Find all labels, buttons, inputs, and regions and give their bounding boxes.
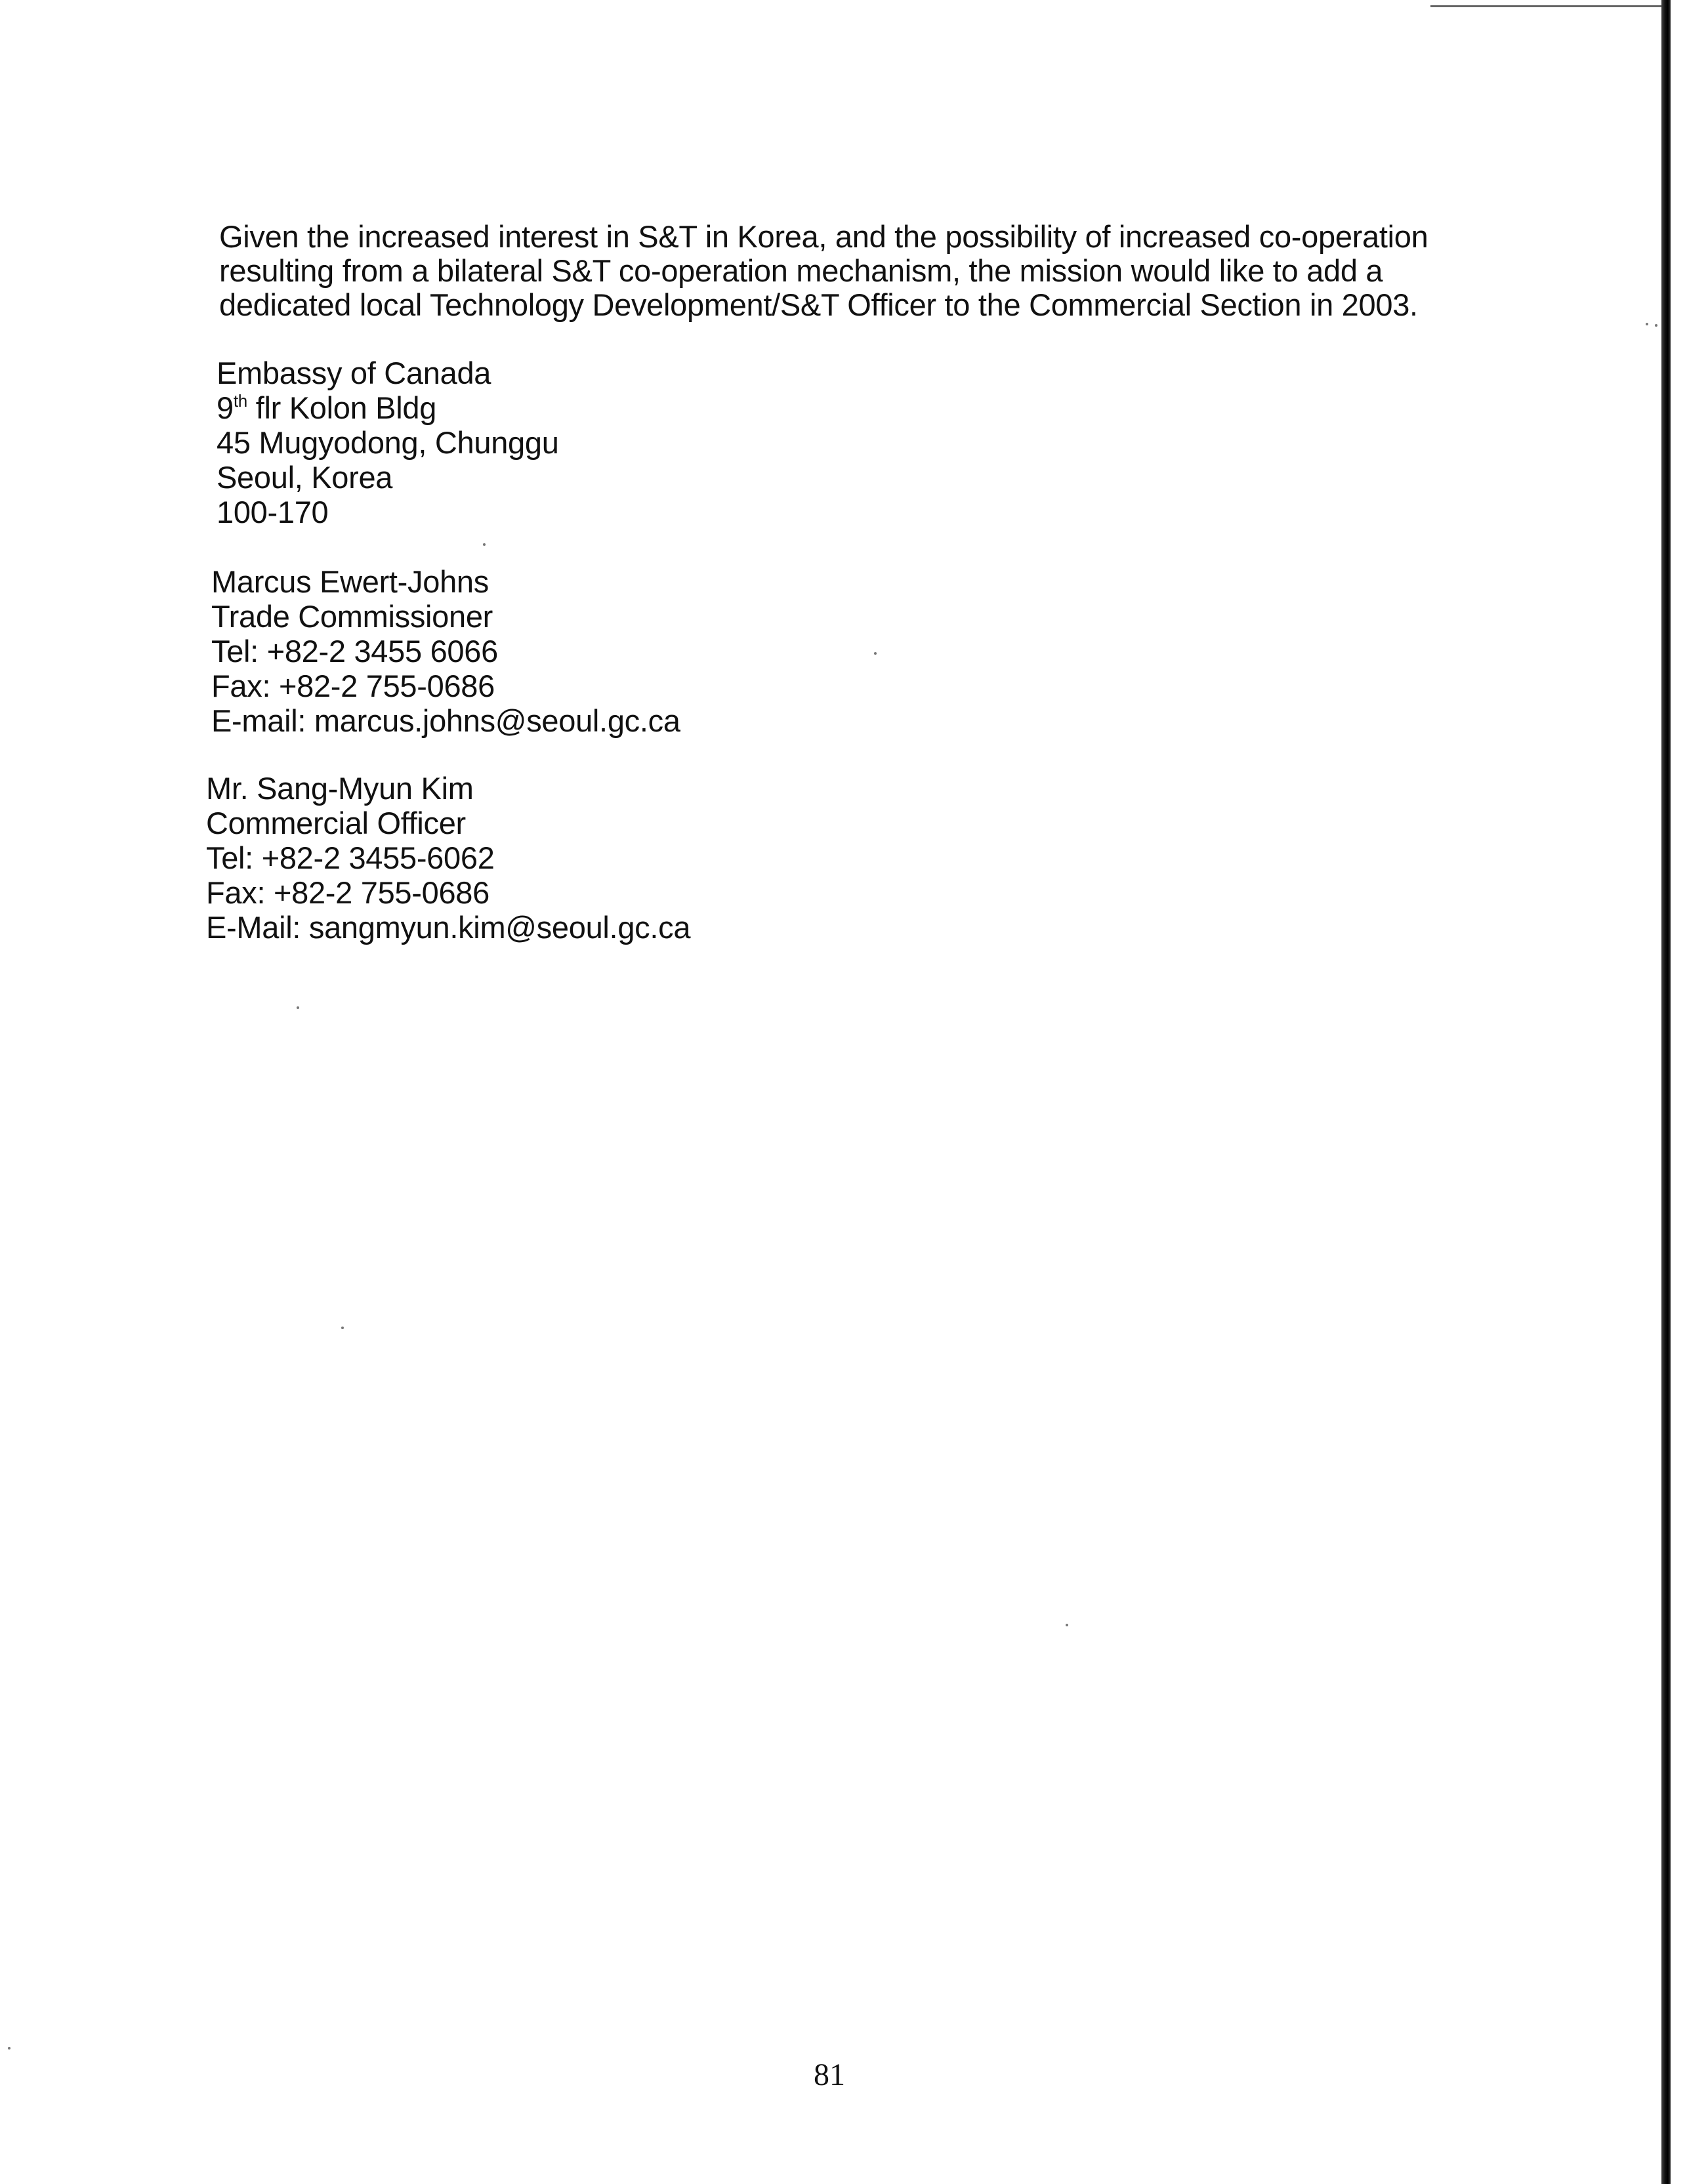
scan-binding-edge (1661, 0, 1671, 2184)
scan-speck (297, 1006, 299, 1009)
scan-speck (341, 1327, 344, 1329)
contact-title: Trade Commissioner (211, 599, 493, 634)
body-paragraph (219, 220, 1518, 322)
address-city: Seoul, Korea (217, 460, 393, 495)
paragraph-line: dedicated local Technology Development/S&T Officer to the Commercial Section in 2003. (219, 287, 1418, 322)
contact-tel: Tel: +82-2 3455-6062 (206, 840, 495, 875)
address-street: 45 Mugyodong, Chunggu (217, 425, 559, 460)
contact-tel: Tel: +82-2 3455 6066 (211, 634, 498, 669)
address-postal-code: 100-170 (217, 495, 329, 529)
contact-name: Marcus Ewert-Johns (211, 564, 489, 599)
page-number: 81 (814, 2057, 845, 2092)
embassy-name: Embassy of Canada (217, 356, 491, 390)
contact-email: E-Mail: sangmyun.kim@seoul.gc.ca (206, 910, 691, 945)
scan-speck (1655, 324, 1657, 327)
contact-fax: Fax: +82-2 755-0686 (206, 875, 489, 910)
paragraph-line: Given the increased interest in S&T in Korea, and the possibility of increased co-operation (219, 219, 1428, 254)
scan-speck (8, 2047, 10, 2050)
scan-speck (874, 652, 877, 655)
floor-number: 9 (217, 390, 234, 425)
contact-fax: Fax: +82-2 755-0686 (211, 669, 495, 703)
floor-building: flr Kolon Bldg (247, 390, 437, 425)
embassy-address (217, 356, 559, 529)
contact-title: Commercial Officer (206, 806, 466, 840)
paragraph-line: resulting from a bilateral S&T co-operation mechanism, the mission would like to add a (219, 253, 1383, 288)
contact-card (206, 771, 690, 945)
floor-ordinal-suffix: th (233, 391, 247, 411)
scan-top-edge (1430, 5, 1667, 7)
scan-speck (1646, 323, 1648, 325)
contact-email: E-mail: marcus.johns@seoul.gc.ca (211, 703, 680, 738)
scan-speck (483, 543, 486, 546)
contact-card (211, 564, 680, 738)
address-floor (217, 390, 559, 425)
scan-speck (1066, 1624, 1068, 1626)
contact-name: Mr. Sang-Myun Kim (206, 771, 474, 806)
